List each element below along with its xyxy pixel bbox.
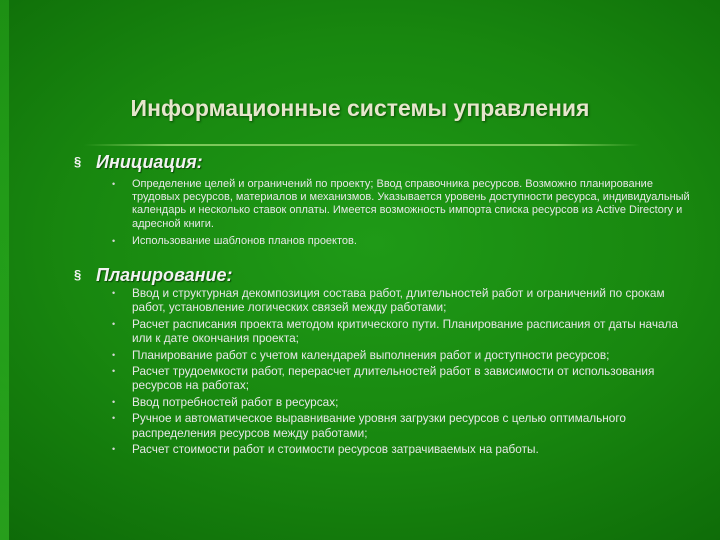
list-item-text: Ввод потребностей работ в ресурсах; [132,394,339,409]
list-item [108,411,693,440]
section-heading-text: Инициация: [96,152,203,172]
list-item-text: Расчет стоимости работ и стоимости ресурсов затрачиваемых на работы. [132,442,539,457]
section-marker: § [74,267,82,282]
bullet-icon: • [112,179,116,189]
bullet-icon: • [112,349,116,360]
list-item [108,364,693,393]
list-item-text: Расчет трудоемкости работ, перерасчет длительностей работ в зависимости от использования ресурсов на работах; [132,364,655,393]
list-item [108,178,693,231]
list-item-text: Определение целей и ограничений по проекту; Ввод справочника ресурсов. Возможно планирование трудовых ресурсов, материалов и механизмов. Указывается уровень доступности ресурса, индивидуальный календарь и несколько ставок оплаты. Имеется возможность импорта списка ресурсов из Active Directory и адресной книги. [132,178,690,230]
section-heading-planning [74,263,674,287]
list-item [108,395,693,409]
slide-title: Информационные системы управления [130,95,590,121]
bullet-icon: • [112,318,116,329]
section-marker: § [74,154,82,169]
list-item-text: Ввод и структурная декомпозиция состава работ, длительностей работ и ограничений по срокам работ, установление логических связей между работами; [132,286,665,315]
initiation-items [108,178,693,248]
list-item [108,317,693,346]
list-item-text: Расчет расписания проекта методом критического пути. Планирование расписания от даты начала или к дате окончания проекта; [132,316,678,346]
bullet-icon: • [112,413,116,424]
bullet-icon: • [112,366,116,377]
section-heading-initiation [74,150,674,174]
bullet-icon: • [112,235,116,246]
list-item [108,235,693,248]
bullet-icon: • [112,288,116,298]
planning-items [108,286,693,456]
list-item [108,286,693,315]
list-item-text: Ручное и автоматическое выравнивание уровня загрузки ресурсов с целью оптимального распределения ресурсов между работами; [132,411,626,440]
list-item [108,442,693,456]
bullet-icon: • [112,444,116,455]
bullet-icon: • [112,396,116,407]
list-item-text: Использование шаблонов планов проектов. [132,234,357,247]
list-item [108,348,693,362]
list-item-text: Планирование работ с учетом календарей выполнения работ и доступности ресурсов; [132,347,610,362]
section-heading-text: Планирование: [96,265,233,285]
